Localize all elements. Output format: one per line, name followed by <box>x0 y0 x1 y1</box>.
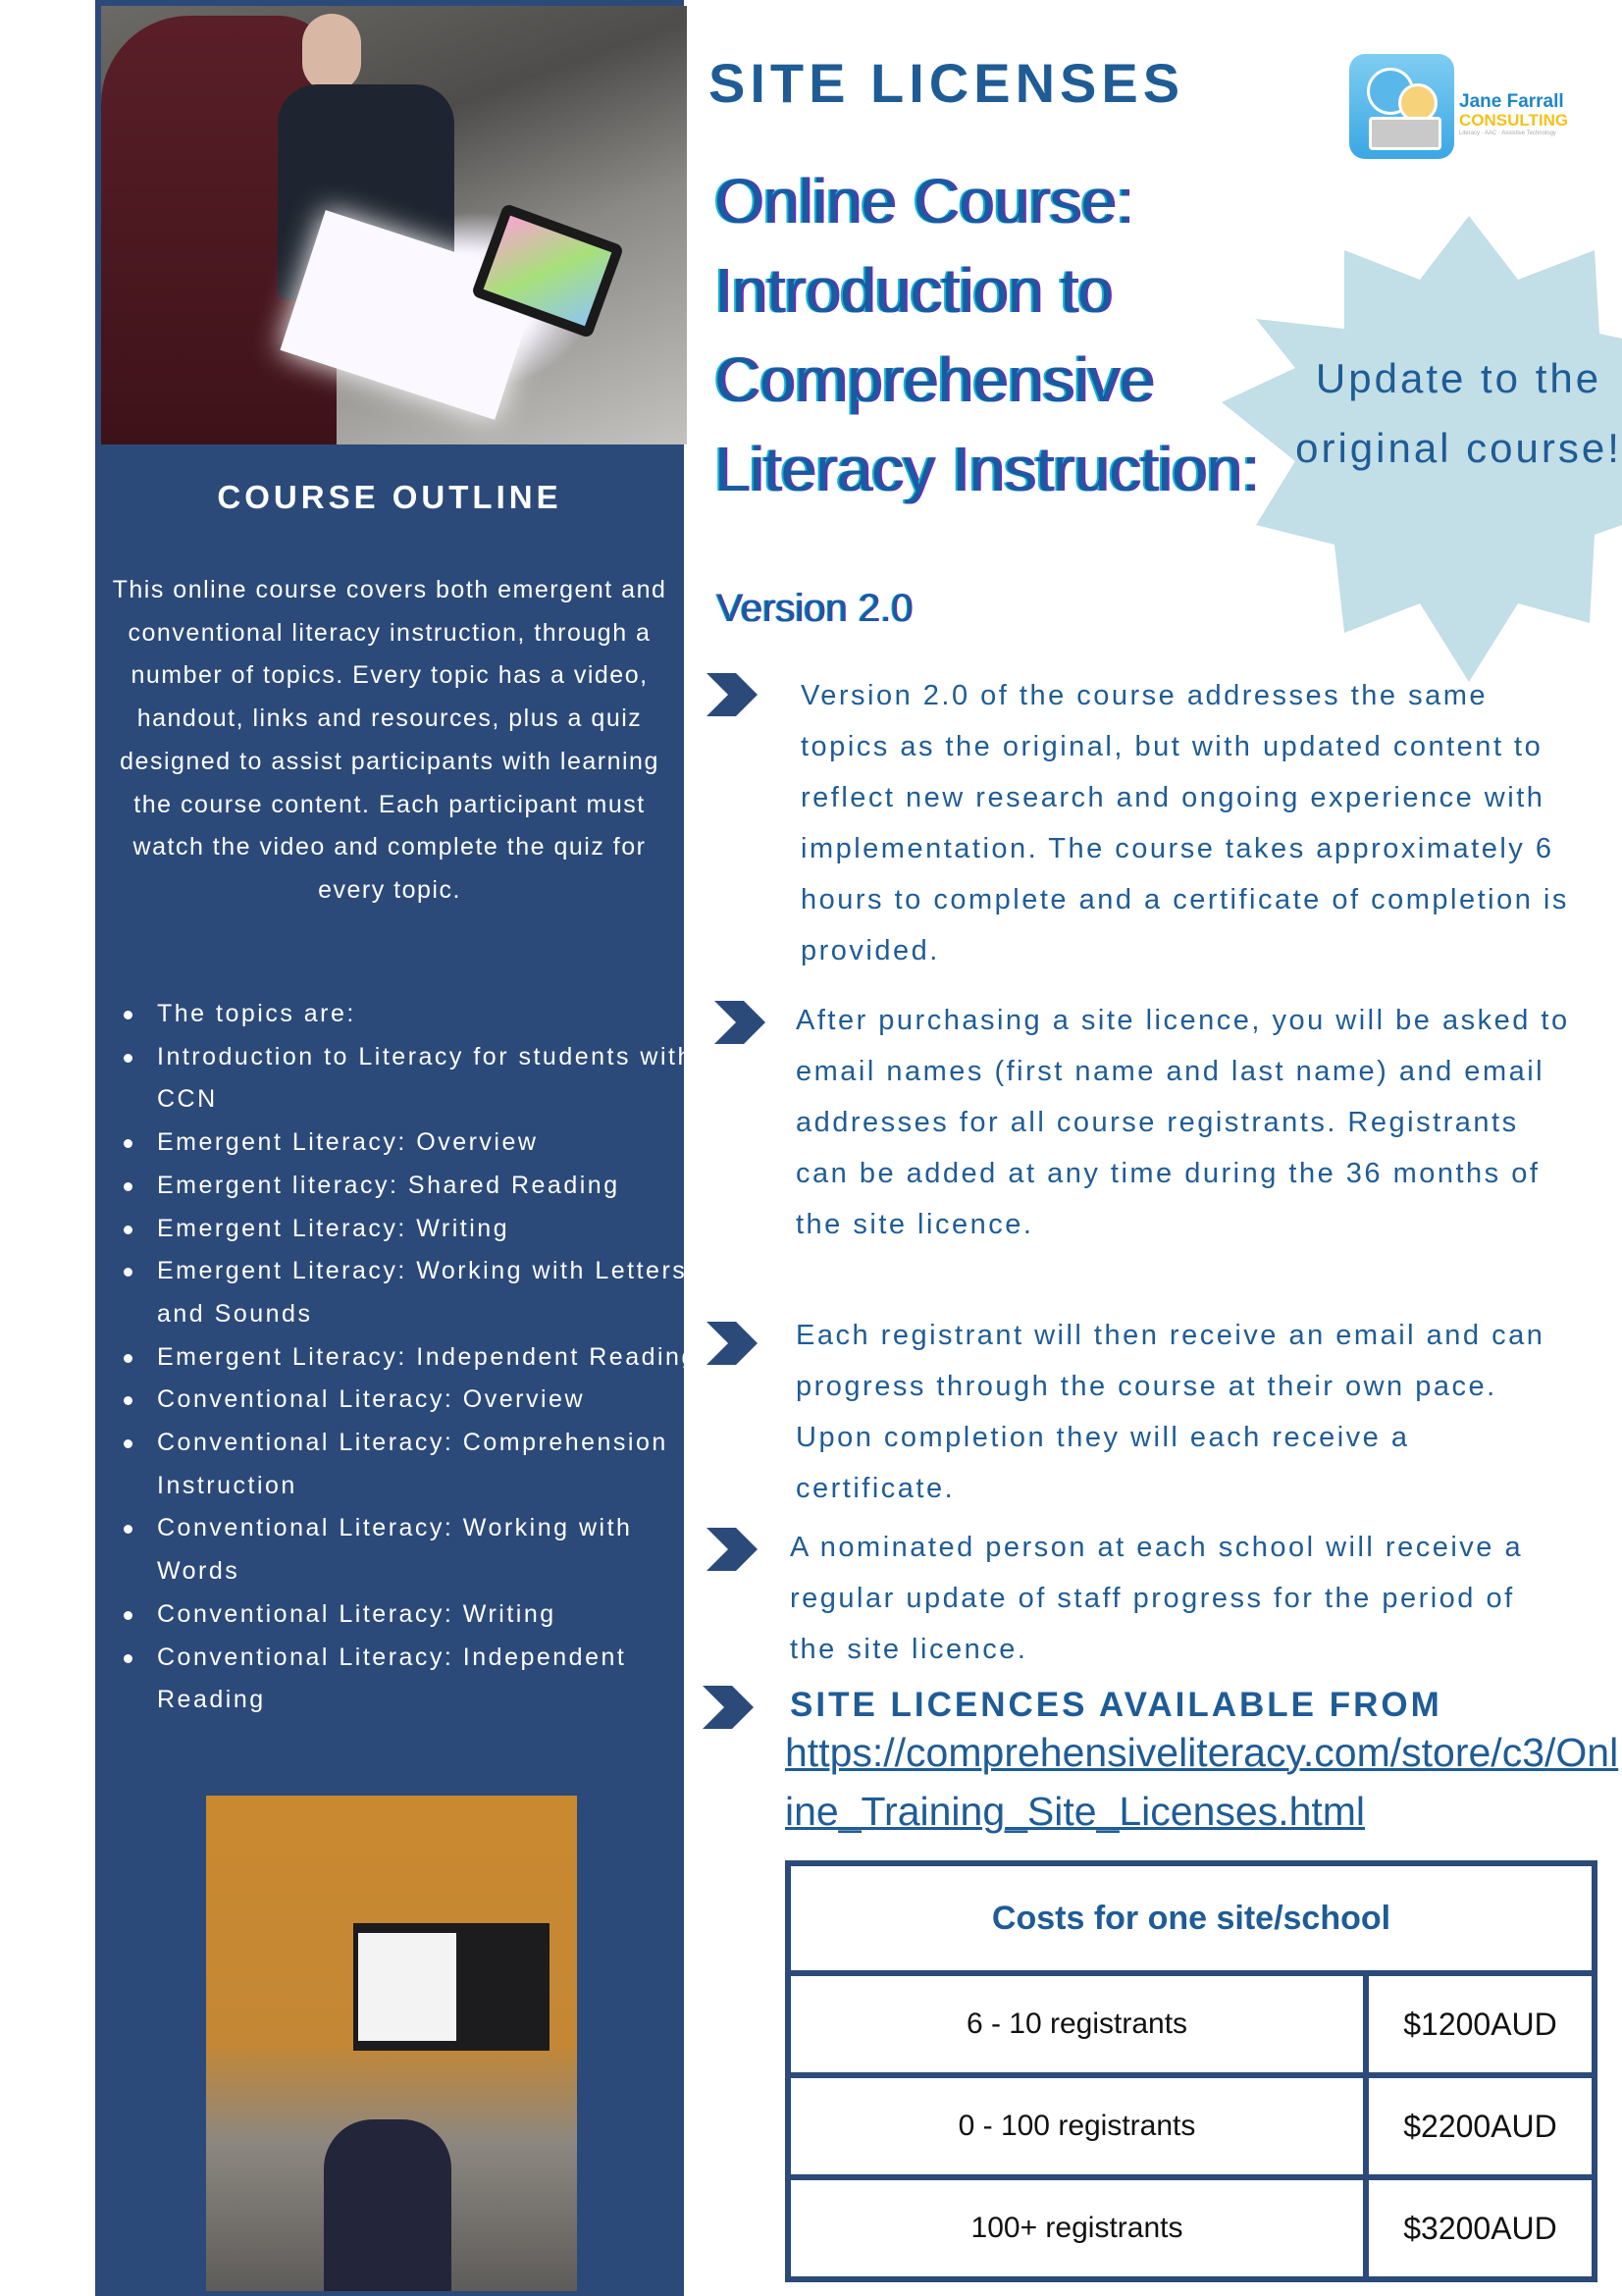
logo-name: Jane Farrall <box>1459 91 1564 112</box>
table-row <box>788 1973 1595 2075</box>
course-version: Version 2.0 <box>716 587 914 630</box>
topics-list <box>118 993 706 1722</box>
topic-item: Conventional Literacy: Independent Reading <box>157 1637 706 1722</box>
price-cell: $2200AUD <box>1366 2075 1595 2177</box>
table-row <box>788 2177 1595 2279</box>
chevron-right-icon <box>706 673 758 716</box>
topic-item: Emergent Literacy: Working with Letters and Sounds <box>157 1250 706 1335</box>
topic-item: The topics are: <box>157 993 706 1036</box>
site-licenses-label: SITE LICENSES <box>708 52 1185 114</box>
bullet-progress-info: Each registrant will then receive an email and can progress through the course at their own pace. Upon completion they will each receive a certificate. <box>796 1320 1545 1504</box>
chevron-right-icon <box>706 1322 758 1365</box>
costs-table <box>785 1860 1597 2282</box>
update-badge-text: Update to the original course! <box>1295 355 1622 471</box>
store-link[interactable]: https://comprehensiveliteracy.com/store/c3/Online_Training_Site_Licenses.html <box>785 1730 1619 1834</box>
registrants-cell: 6 - 10 registrants <box>788 1973 1366 2075</box>
topic-item: Conventional Literacy: Overview <box>157 1379 706 1422</box>
photo-whiteboard <box>358 1933 456 2041</box>
topic-item: Emergent Literacy: Independent Reading <box>157 1336 706 1380</box>
topic-item: Emergent Literacy: Overview <box>157 1122 706 1165</box>
topic-item: Conventional Literacy: Working with Words <box>157 1507 706 1592</box>
table-row <box>788 2075 1595 2177</box>
jane-farrall-logo <box>1349 54 1595 162</box>
logo-tagline: Literacy · AAC · Assistive Technology <box>1459 130 1556 136</box>
photo-figure-student <box>324 2119 451 2291</box>
topic-item: Emergent Literacy: Writing <box>157 1208 706 1251</box>
photo-student-teacher-lightbox <box>101 6 687 444</box>
registrants-cell: 100+ registrants <box>788 2177 1366 2279</box>
photo-figure-teacher-head <box>302 14 361 92</box>
topic-item: Conventional Literacy: Writing <box>157 1593 706 1637</box>
price-cell: $3200AUD <box>1366 2177 1595 2279</box>
chevron-right-icon <box>714 1001 765 1044</box>
bullet-version-info: Version 2.0 of the course addresses the same topics as the original, but with updated content to reflect new research and ongoing experience with implementation. The course takes approximately 6 hours to complete and a certificate of completion is provided. <box>801 680 1569 966</box>
course-outline-heading: COURSE OUTLINE <box>217 479 562 515</box>
course-outline-description: This online course covers both emergent and conventional literacy instruction, through a number of topics. Every topic has a video, handout, links and resources, plus a quiz designed to assist participants with learning the course content. Each participant must watch the video and complete the quiz for every topic. <box>112 576 667 904</box>
topic-item: Introduction to Literacy for students with CCN <box>157 1036 706 1122</box>
topic-item: Emergent literacy: Shared Reading <box>157 1165 706 1208</box>
costs-table-heading: Costs for one site/school <box>788 1863 1595 1973</box>
photo-classroom-whiteboard <box>206 1796 577 2291</box>
topic-item: Conventional Literacy: Comprehension Instruction <box>157 1422 706 1507</box>
chevron-right-icon <box>706 1528 758 1571</box>
logo-people-laptop-icon <box>1349 54 1454 159</box>
course-title: Online Course: Introduction to Comprehensive Literacy Instruction: <box>714 166 1259 504</box>
logo-subtitle: CONSULTING <box>1459 111 1569 130</box>
price-cell: $1200AUD <box>1366 1973 1595 2075</box>
bullet-staff-update-info: A nominated person at each school will receive a regular update of staff progress for the period of the site licence. <box>790 1532 1524 1665</box>
chevron-right-icon <box>703 1686 754 1729</box>
site-licences-available-heading: SITE LICENCES AVAILABLE FROM <box>790 1686 1442 1724</box>
registrants-cell: 0 - 100 registrants <box>788 2075 1366 2177</box>
bullet-registration-info: After purchasing a site licence, you will be asked to email names (first name and last name) and email addresses for all course registrants. Registrants can be added at any time during the 36 months of the site licence. <box>796 1005 1570 1240</box>
